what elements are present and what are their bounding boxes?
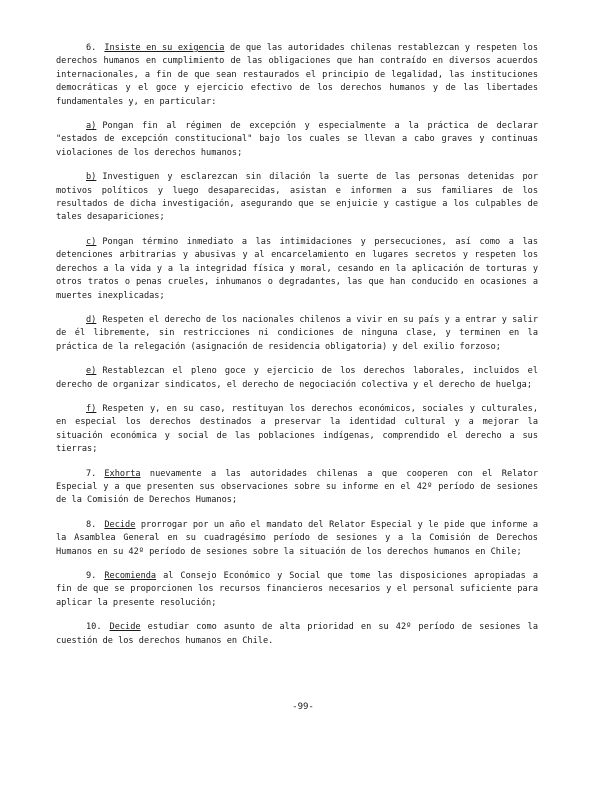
subparagraph-e — [56, 365, 538, 392]
paragraph-number: 7. — [86, 468, 97, 479]
subparagraph-f — [56, 403, 538, 457]
paragraph-text: Investiguen y esclarezcan sin dilación la suerte de las personas detenidas por motivos políticos y luego desaparecidas, asistan e informen a sus familiares de los resultados de dicha investigación, asegurando que se enjuicie y castigue a los culpables de tales desapariciones; — [56, 172, 538, 223]
paragraph-9 — [56, 570, 538, 610]
document-body — [56, 42, 538, 659]
paragraph-text: Respeten y, en su caso, restituyan los derechos económicos, sociales y culturales, en especial los derechos destinados a preservar la identidad cultural y a mejorar la situación económica y social de las poblaciones indígenas, comprendido el derecho a sus tierras; — [56, 403, 538, 455]
paragraph-8 — [56, 519, 538, 559]
operative-verb: Exhorta — [104, 468, 141, 479]
paragraph-text: de que las autoridades chilenas restablezcan y respeten los derechos humanos en cumplimiento de las obligaciones que han contraído en diversos acuerdos internacionales, a fin de que sean restaurados el principio de legalidad, las instituciones democráticas y el goce y ejercicio efectivo de los derechos humanos y de las libertades fundamentales y, en particular: — [56, 43, 539, 107]
paragraph-text: Restablezcan el pleno goce y ejercicio de los derechos laborales, incluidos el derecho de organizar sindicatos, el derecho de negociación colectiva y el derecho de huelga; — [56, 366, 538, 390]
paragraph-7 — [56, 468, 538, 508]
paragraph-text: Respeten el derecho de los nacionales chilenos a vivir en su país y a entrar y salir de él libremente, sin restricciones ni condiciones de ninguna clase, y terminen en la práctica de la relegación (asignación de residencia obligatoria) y del exilio forzoso; — [56, 314, 538, 352]
paragraph-text: prorrogar por un año el mandato del Relator Especial y le pide que informe a la Asamblea General en su cuadragésimo período de sesiones y a la Comisión de Derechos Humanos en su 42º período de sesiones sobre la situación de los derechos humanos en Chile; — [56, 519, 538, 557]
paragraph-number: 6. — [86, 43, 97, 53]
subparagraph-letter: e) — [86, 366, 97, 377]
paragraph-text: estudiar como asunto de alta prioridad en su 42º período de sesiones la cuestión de los derechos humanos en Chile. — [56, 622, 538, 646]
subparagraph-letter: a) — [86, 121, 97, 132]
subparagraph-letter: f) — [86, 403, 97, 414]
subparagraph-c — [56, 236, 538, 303]
subparagraph-letter: c) — [86, 236, 97, 247]
page-number: -99- — [292, 702, 314, 712]
paragraph-number: 10. — [86, 622, 102, 633]
paragraph-text: Pongan fin al régimen de excepción y especialmente a la práctica de declarar "estados de excepción constitucional" bajo los cuales se llevan a cabo graves y continuas violaciones de los derechos humanos; — [56, 121, 538, 158]
paragraph-6 — [56, 42, 538, 109]
paragraph-text: Pongan término inmediato a las intimidaciones y persecuciones, así como a las detenciones arbitrarias y abusivas y al encarcelamiento en lugares secretos y respeten los derechos a la vida y a la integridad física y moral, cesando en la aplicación de torturas y otros tratos o penas crueles, inhumanos o degradantes, las que han conducido en ocasiones a muertes inexplicadas; — [56, 236, 538, 301]
subparagraph-letter: d) — [86, 314, 97, 325]
paragraph-text: al Consejo Económico y Social que tome las disposiciones apropiadas a fin de que se proporcionen los recursos financieros necesarios y el personal suficiente para aplicar la presente resolución; — [56, 571, 538, 608]
subparagraph-letter: b) — [86, 172, 97, 183]
operative-verb: Insiste en su exigencia — [104, 43, 225, 53]
operative-verb: Decide — [104, 519, 136, 530]
subparagraph-d — [56, 314, 538, 354]
paragraph-number: 9. — [86, 571, 97, 581]
paragraph-10 — [56, 621, 538, 648]
paragraph-text: nuevamente a las autoridades chilenas a que cooperen con el Relator Especial y a que presenten sus observaciones sobre su informe en el 42º período de sesiones de la Comisión de Derechos Humanos; — [56, 468, 538, 506]
subparagraph-b — [56, 171, 538, 225]
operative-verb: Recomienda — [104, 571, 157, 581]
paragraph-number: 8. — [86, 519, 97, 530]
operative-verb: Decide — [109, 622, 141, 633]
subparagraph-a — [56, 120, 538, 160]
